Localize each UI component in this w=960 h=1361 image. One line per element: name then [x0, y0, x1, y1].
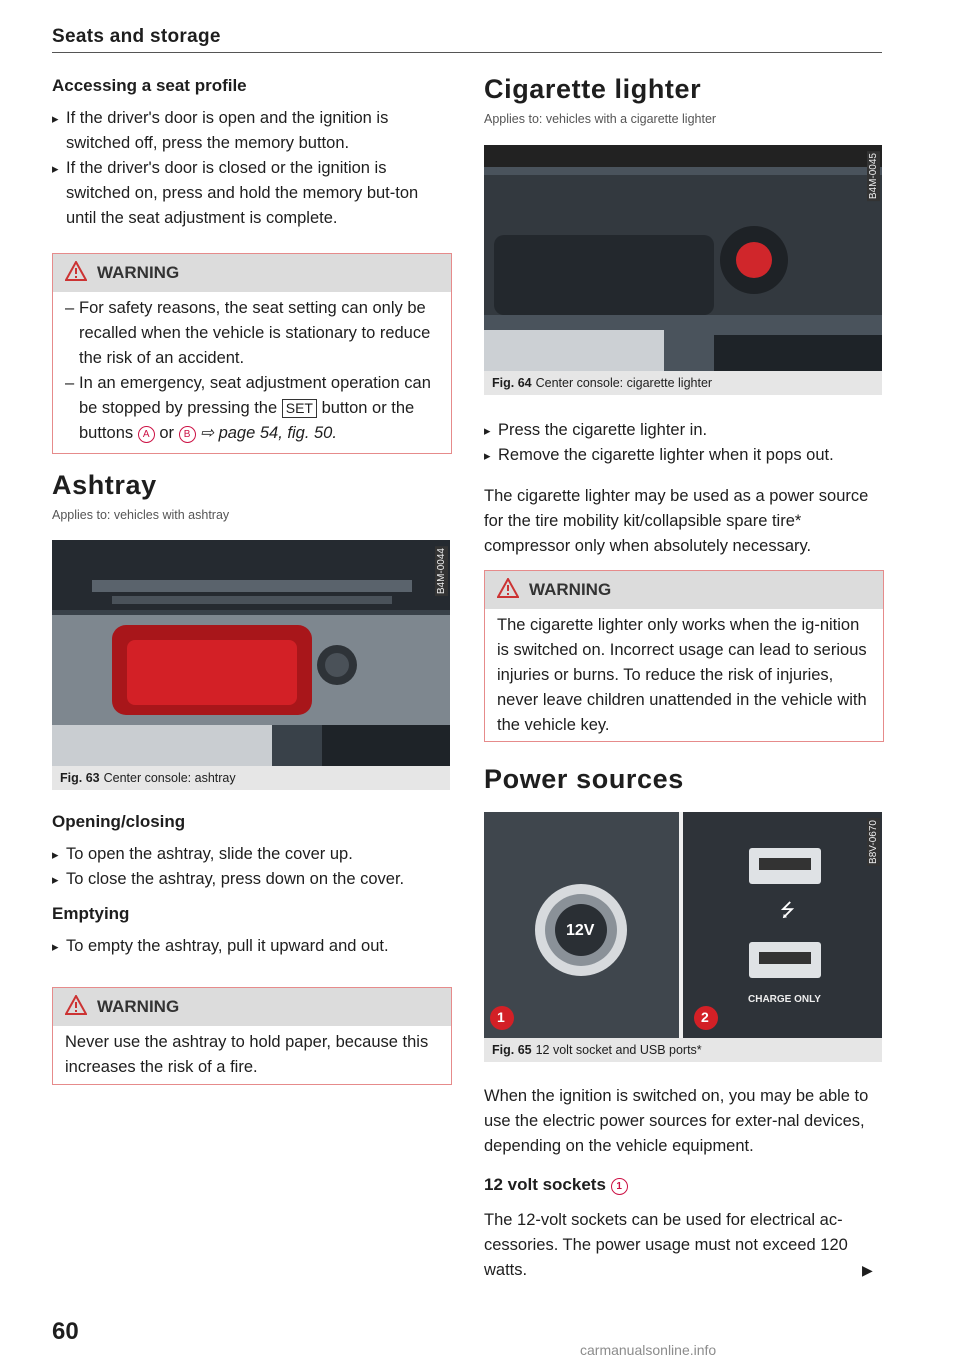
set-key: SET [282, 399, 317, 418]
warning-triangle-icon [65, 261, 87, 286]
opening-heading: Opening/closing [52, 812, 186, 831]
socket-label: 12V [566, 922, 595, 939]
opening-bullet-1: ▸ To open the ashtray, slide the cover up. [52, 842, 450, 867]
power-figure-caption [484, 1038, 882, 1062]
lighter-title: Cigarette lighter [484, 74, 702, 104]
warning-or: or [159, 424, 174, 442]
warning-box-seat [52, 253, 452, 454]
warning-box-ashtray [52, 987, 452, 1085]
seat-profile-heading: Accessing a seat profile [52, 76, 247, 95]
power-sources-title: Power sources [484, 764, 684, 794]
ashtray-applies: Applies to: vehicles with ashtray [52, 508, 230, 522]
lighter-figure [484, 145, 882, 371]
lighter-bullet-2: ▸ Remove the cigarette lighter when it pops out. [484, 443, 882, 468]
ashtray-figure-number: Fig. 63 [60, 771, 100, 785]
power-illustration [484, 812, 882, 1038]
usb-icon: ⭍ [780, 900, 795, 920]
sockets-marker: 1 [611, 1178, 628, 1195]
ashtray-figure-caption-text: Center console: ashtray [103, 771, 236, 785]
section-header: Seats and storage [52, 26, 221, 47]
warning-item-2-text: In an emergency, seat adjustment operation can be stopped by pressing the [79, 374, 431, 417]
power-figure-number: Fig. 65 [492, 1043, 532, 1057]
seat-profile-bullet-2: ▸ If the driver's door is closed or the ignition is switched on, press and hold the memory but-ton until the seat adjustment is complete. [52, 156, 450, 231]
warning-box-lighter [484, 570, 884, 742]
ashtray-opening-section [52, 812, 450, 959]
lighter-bullet-1: ▸ Press the cigarette lighter in. [484, 418, 882, 443]
lighter-illustration [484, 145, 882, 371]
warning-header [485, 571, 883, 609]
warning-item-1: – For safety reasons, the seat setting can only be recalled when the vehicle is stationary to reduce the risk of an accident. [65, 296, 439, 371]
sockets-heading-text: 12 volt sockets [484, 1175, 606, 1194]
seat-profile-section [52, 76, 450, 231]
button-a-marker: A [138, 426, 155, 443]
lighter-figure-code: B4M-0045 [868, 153, 879, 200]
watermark: carmanualsonline.info [580, 1342, 717, 1358]
marker-2: 2 [701, 1009, 709, 1025]
continue-arrow-icon[interactable]: ▶ [862, 1262, 873, 1278]
warning-text: Never use the ashtray to hold paper, because this increases the risk of a fire. [65, 1033, 429, 1076]
ashtray-title: Ashtray [52, 470, 157, 500]
ashtray-figure [52, 540, 450, 766]
warning-header [53, 988, 451, 1026]
warning-triangle-icon [65, 995, 87, 1020]
lighter-bullets [484, 418, 882, 468]
power-figure-caption-text: 12 volt socket and USB ports* [535, 1043, 702, 1057]
lighter-figure-caption [484, 371, 882, 395]
warning-header [53, 254, 451, 292]
page-reference-link[interactable]: ⇨ page 54, fig. 50. [200, 424, 337, 442]
lighter-applies: Applies to: vehicles with a cigarette lighter [484, 112, 717, 126]
emptying-bullet: ▸ To empty the ashtray, pull it upward and out. [52, 934, 450, 959]
button-b-marker: B [179, 426, 196, 443]
power-figure-code: B8V-0670 [868, 820, 879, 864]
sockets-paragraph: The 12-volt sockets can be used for electrical ac-cessories. The power usage must not exceed 120 watts. [484, 1211, 848, 1279]
warning-title: WARNING [97, 263, 180, 282]
warning-title: WARNING [97, 997, 180, 1016]
marker-1: 1 [497, 1009, 505, 1025]
ashtray-figure-caption [52, 766, 450, 790]
lighter-figure-caption-text: Center console: cigarette lighter [535, 376, 713, 390]
warning-item-2-after: button or the buttons [79, 399, 415, 442]
page-number: 60 [52, 1318, 79, 1345]
warning-item-2 [65, 371, 439, 446]
power-figure [484, 812, 882, 1038]
seat-profile-bullet-1: ▸ If the driver's door is open and the ignition is switched off, press the memory button. [52, 106, 450, 156]
header-rule [52, 52, 882, 53]
warning-title: WARNING [529, 580, 612, 599]
power-paragraph: When the ignition is switched on, you may be able to use the electric power sources for exter-nal devices, depending on the vehicle equipment. [484, 1087, 869, 1155]
ashtray-illustration [52, 540, 450, 766]
lighter-paragraph: The cigarette lighter may be used as a power source for the tire mobility kit/collapsible spare tire* compressor only when absolutely necessary. [484, 487, 869, 555]
warning-text: The cigarette lighter only works when the ig-nition is switched on. Incorrect usage can lead to serious injuries or burns. To reduce the risk of injuries, never leave children unattended in the vehicle with the vehicle key. [497, 616, 867, 734]
warning-triangle-icon [497, 578, 519, 603]
emptying-heading: Emptying [52, 904, 130, 923]
ashtray-figure-code: B4M-0044 [436, 548, 447, 595]
opening-bullet-2: ▸ To close the ashtray, press down on the cover. [52, 867, 450, 892]
sockets-heading [484, 1175, 628, 1195]
lighter-figure-number: Fig. 64 [492, 376, 532, 390]
charge-only-label: CHARGE ONLY [748, 994, 821, 1005]
